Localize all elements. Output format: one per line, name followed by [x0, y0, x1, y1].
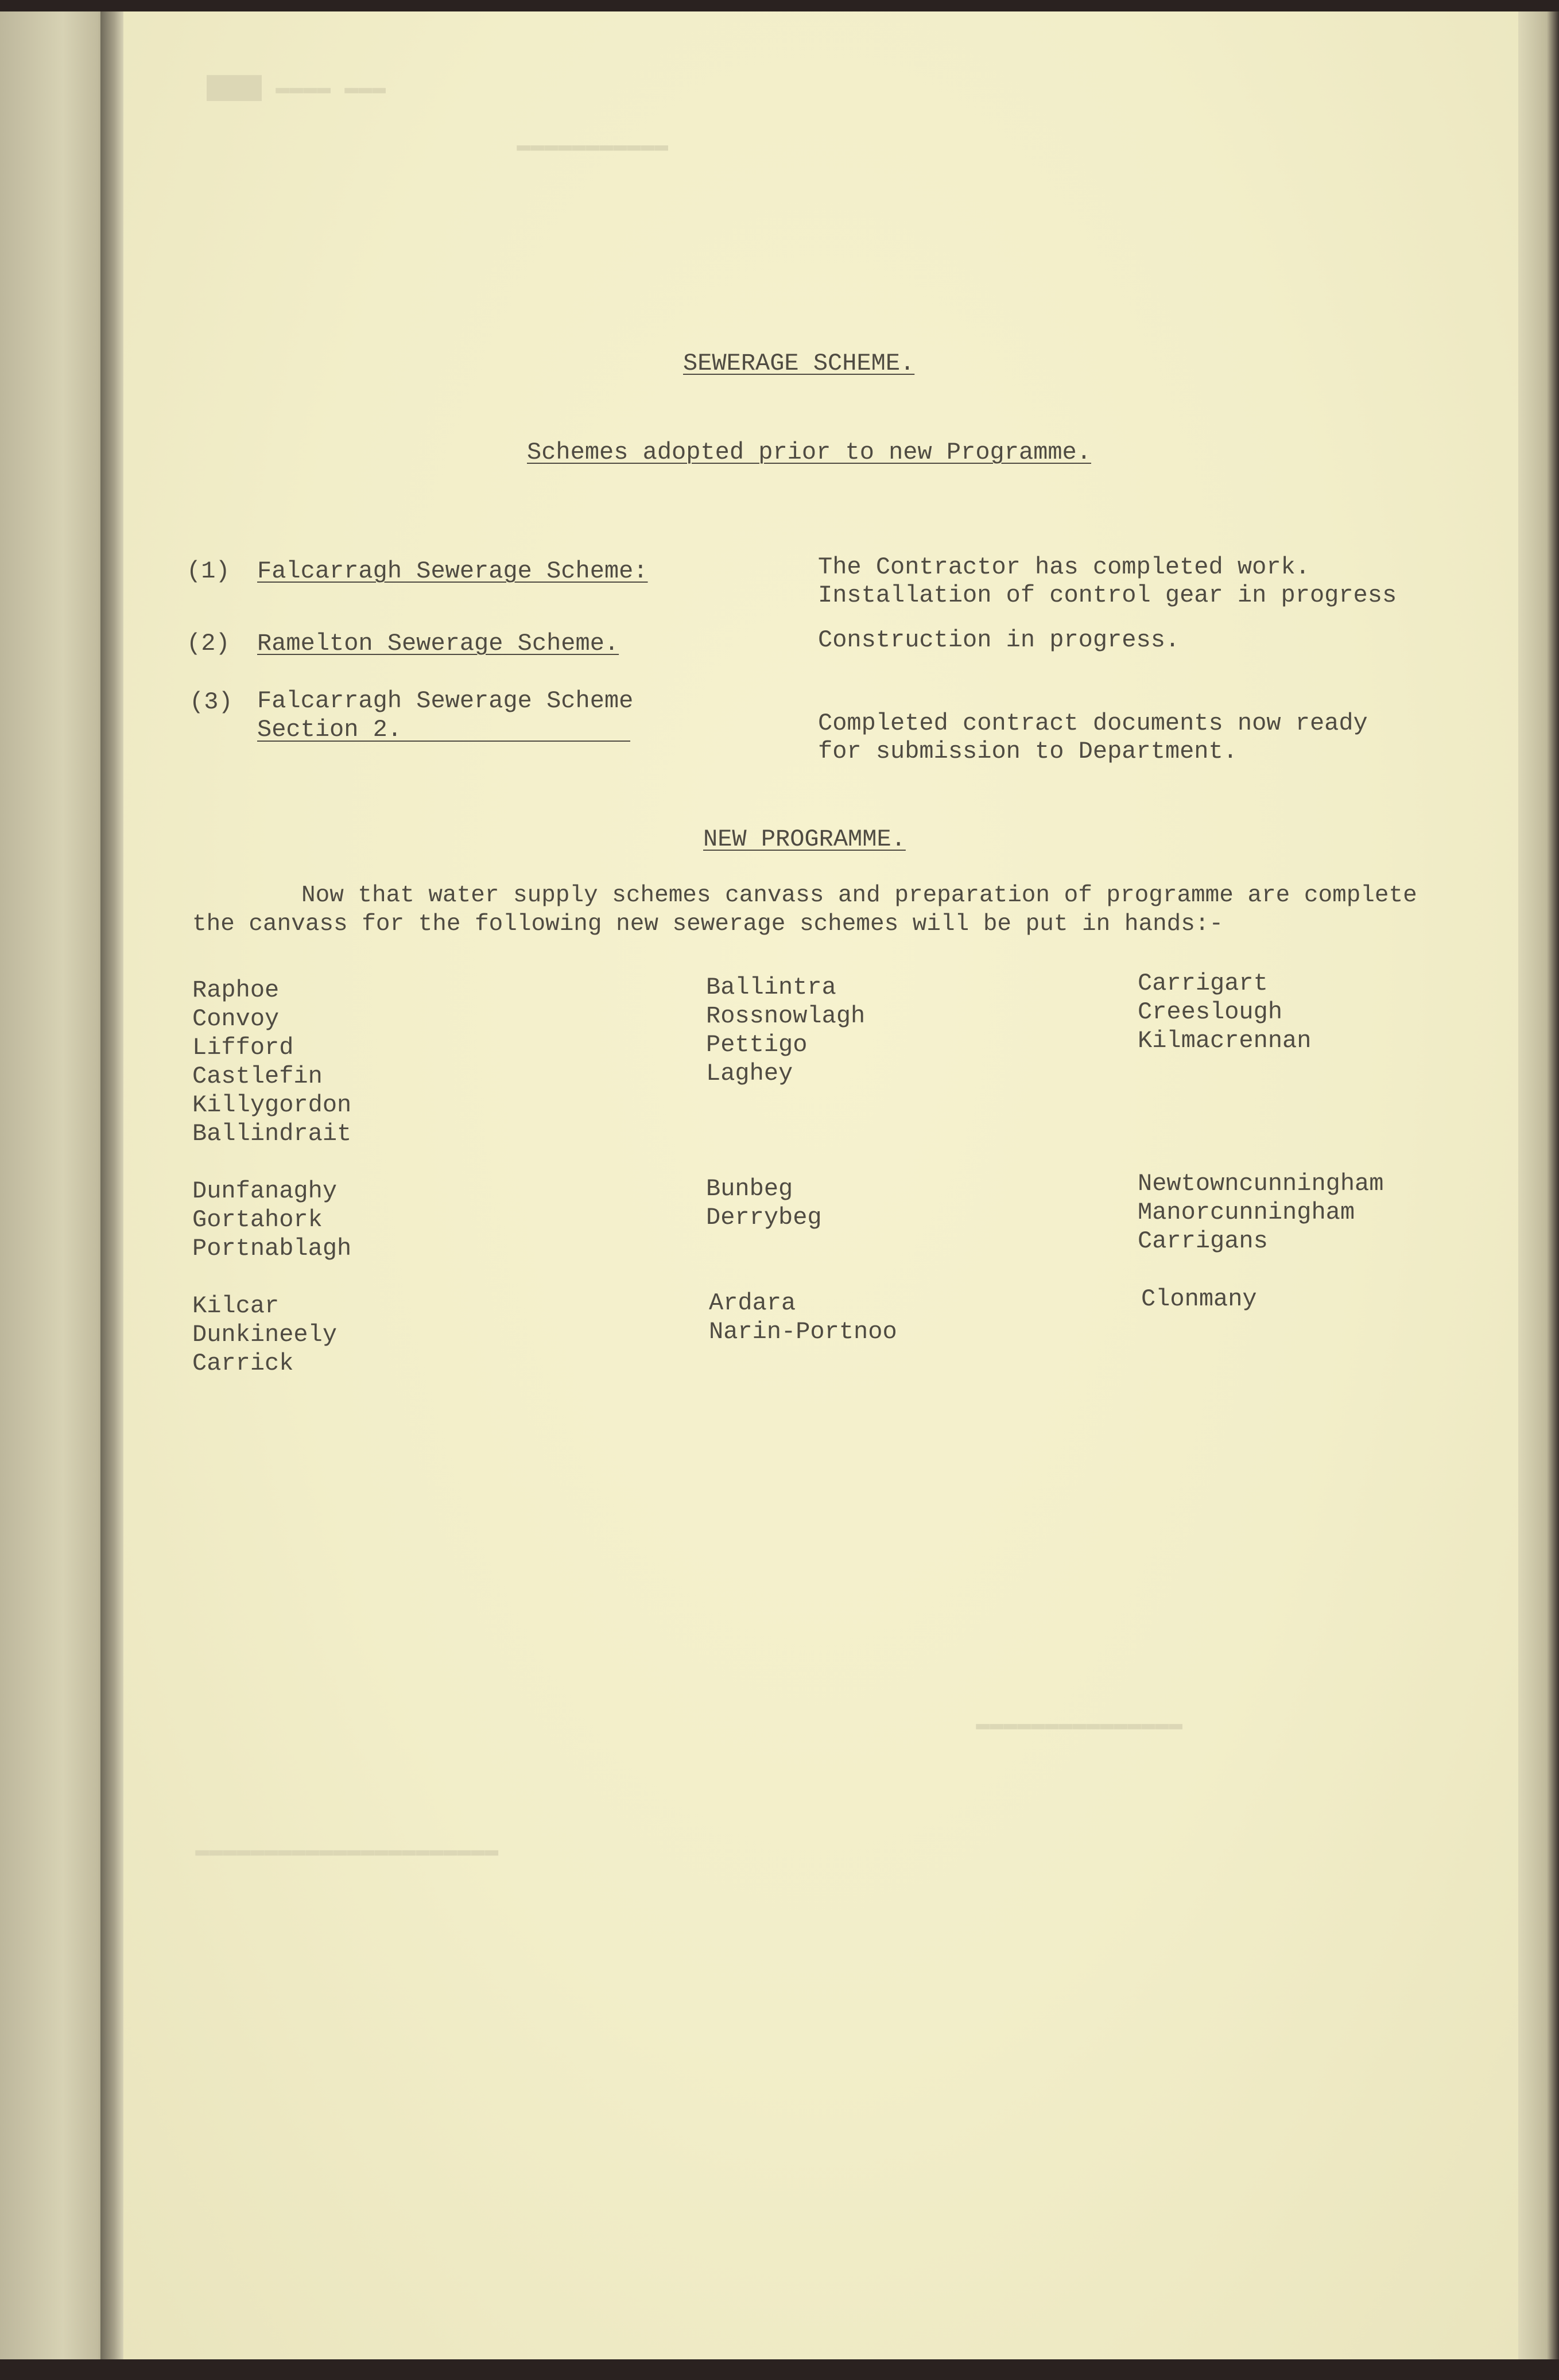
- place-name: Killygordon: [192, 1091, 352, 1119]
- bleed-through-mark: ▬▬▬▬▬▬▬▬▬▬▬▬▬▬▬: [976, 1712, 1183, 1738]
- scheme-status: The Contractor has completed work.: [818, 553, 1310, 581]
- place-name: Pettigo: [706, 1031, 808, 1059]
- paragraph-line: Now that water supply schemes canvass and preparation of programme are complete: [301, 882, 1417, 909]
- bleed-through-mark: ████ ▬▬▬▬ ▬▬▬: [207, 76, 386, 102]
- place-name: Carrigart: [1138, 970, 1268, 997]
- section-subtitle: Schemes adopted prior to new Programme.: [527, 439, 1091, 466]
- page-right-edge: [1518, 11, 1559, 2365]
- scan-border-bottom: [0, 2359, 1559, 2380]
- scheme-name-line2: Section 2.: [257, 715, 630, 742]
- place-name: Newtowncunningham: [1138, 1170, 1384, 1197]
- place-list: [1138, 969, 1311, 1055]
- place-name: Carrick: [192, 1350, 294, 1377]
- place-name: Kilmacrennan: [1138, 1027, 1312, 1055]
- place-name: Ballintra: [706, 974, 836, 1001]
- place-name: Laghey: [706, 1060, 793, 1087]
- scheme-status: Installation of control gear in progress: [818, 582, 1397, 609]
- place-name: Kilcar: [192, 1292, 280, 1320]
- scheme-number: (3): [189, 688, 233, 716]
- place-list: [192, 976, 351, 1148]
- place-name: Carrigans: [1138, 1227, 1268, 1255]
- place-list: [192, 1177, 351, 1263]
- bleed-through-mark: ▬▬▬▬▬▬▬▬▬▬▬: [517, 133, 669, 159]
- scheme-status: Completed contract documents now ready: [818, 710, 1368, 737]
- scheme-name: Ramelton Sewerage Scheme.: [257, 630, 619, 657]
- scheme-name: Falcarragh Sewerage Scheme: [257, 687, 634, 715]
- scheme-number: (1): [187, 557, 230, 585]
- place-name: Clonmany: [1141, 1285, 1257, 1313]
- scheme-status: Construction in progress.: [818, 626, 1180, 654]
- section-heading: NEW PROGRAMME.: [703, 825, 906, 853]
- scheme-number: (2): [187, 630, 230, 657]
- scheme-name: Falcarragh Sewerage Scheme:: [257, 557, 648, 585]
- place-name: Bunbeg: [706, 1175, 793, 1203]
- place-list: [1141, 1285, 1257, 1313]
- scan-border-top: [0, 0, 1559, 13]
- facing-page-edge: [0, 11, 115, 2365]
- scheme-status: for submission to Department.: [818, 738, 1238, 765]
- place-list: [706, 1175, 822, 1232]
- page-title: SEWERAGE SCHEME.: [683, 350, 915, 377]
- place-name: Manorcunningham: [1138, 1199, 1355, 1226]
- paragraph-line: the canvass for the following new sewerage schemes will be put in hands:-: [192, 911, 1224, 937]
- binding-gutter: [100, 11, 123, 2365]
- place-name: Narin-Portnoo: [709, 1318, 897, 1346]
- place-name: Convoy: [192, 1005, 280, 1033]
- place-name: Castlefin: [192, 1063, 323, 1090]
- place-name: Lifford: [192, 1034, 294, 1061]
- place-name: Dunfanaghy: [192, 1177, 338, 1205]
- place-name: Dunkineely: [192, 1321, 338, 1348]
- place-name: Portnablagh: [192, 1235, 352, 1262]
- place-list: [706, 973, 865, 1088]
- place-name: Creeslough: [1138, 998, 1283, 1026]
- place-name: Rossnowlagh: [706, 1002, 866, 1030]
- bleed-through-mark: ▬▬▬▬▬▬▬▬▬▬▬▬▬▬▬▬▬▬▬▬▬▬: [195, 1838, 499, 1864]
- place-list: [1138, 1169, 1383, 1255]
- place-list: [192, 1292, 337, 1378]
- place-name: Gortahork: [192, 1206, 323, 1234]
- place-name: Derrybeg: [706, 1204, 822, 1231]
- place-name: Ardara: [709, 1289, 796, 1317]
- place-list: [709, 1289, 897, 1346]
- place-name: Ballindrait: [192, 1120, 352, 1148]
- place-name: Raphoe: [192, 976, 280, 1004]
